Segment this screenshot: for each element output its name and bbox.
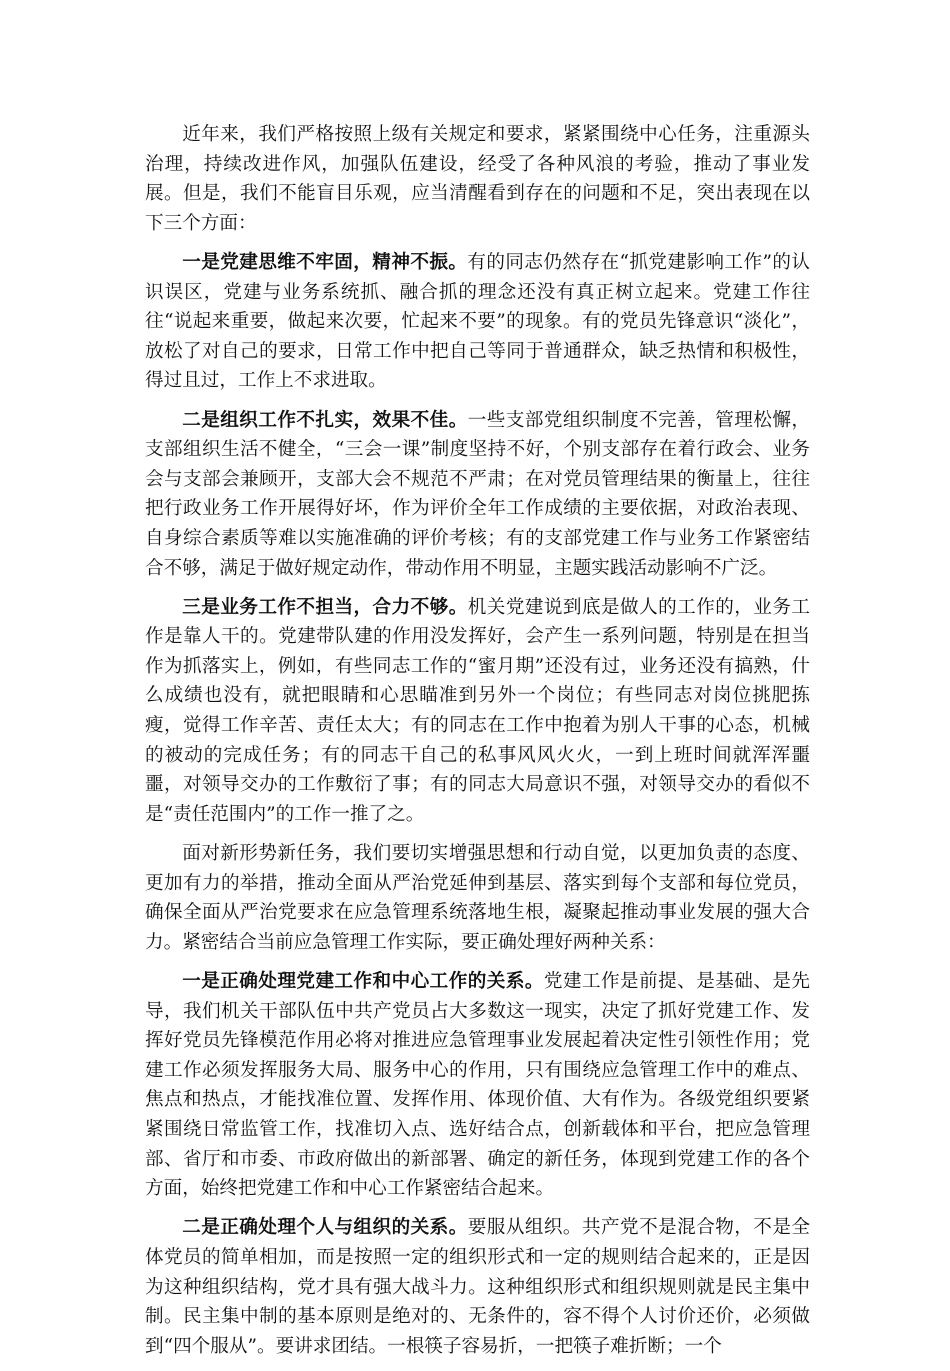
paragraph-lead: 二是正确处理个人与组织的关系。 bbox=[182, 1217, 468, 1239]
intro-paragraph bbox=[145, 120, 810, 238]
document-body bbox=[145, 120, 810, 1371]
transition-paragraph bbox=[145, 839, 810, 957]
paragraph-lead: 一是党建思维不牢固，精神不振。 bbox=[182, 251, 468, 273]
paragraph-text: 有的同志仍然存在“抓党建影响工作”的认识误区，党建与业务系统抓、融合抓的理念还没有真正树立起来。党建工作往往“说起来重要，做起来次要，忙起来不要”的现象。有的党员先锋意识“淡化”，放松了对自己的要求，日常工作中把自己等同于普通群众，缺乏热情和积极性，得过且过，工作上不求进取。 bbox=[145, 251, 810, 392]
paragraph-text: 面对新形势新任务，我们要切实增强思想和行动自觉，以更加负责的态度、更加有力的举措，推动全面从严治党延伸到基层、落实到每个支部和每位党员，确保全面从严治党要求在应急管理系统落地生根，凝聚起推动事业发展的强大合力。紧密结合当前应急管理工作实际，要正确处理好两种关系： bbox=[145, 843, 810, 953]
problem-two-paragraph bbox=[145, 406, 810, 584]
problem-one-paragraph bbox=[145, 248, 810, 396]
paragraph-text: 机关党建说到底是做人的工作的，业务工作是靠人干的。党建带队建的作用没发挥好，会产生一系列问题，特别是在担当作为抓落实上，例如，有些同志工作的“蜜月期”还没有过，业务还没有搞熟，什么成绩也没有，就把眼睛和心思瞄准到另外一个岗位；有些同志对岗位挑肥拣瘦，觉得工作辛苦、责任太大；有的同志在工作中抱着为别人干事的心态，机械的被动的完成任务；有的同志干自己的私事风风火火，一到上班时间就浑浑噩噩，对领导交办的工作敷衍了事；有的同志大局意识不强，对领导交办的看似不是“责任范围内”的工作一推了之。 bbox=[145, 596, 810, 825]
paragraph-text: 党建工作是前提、是基础、是先导，我们机关干部队伍中共产党员占大多数这一现实，决定了抓好党建工作、发挥好党员先锋模范作用必将对推进应急管理事业发展起着决定性引领性作用；党建工作必须发挥服务大局、服务中心的作用，只有围绕应急管理工作中的难点、焦点和热点，才能找准位置、发挥作用、体现价值、大有作为。各级党组织要紧紧围绕日常监管工作，找准切入点、选好结合点，创新载体和平台，把应急管理部、省厅和市委、市政府做出的新部署、确定的新任务，体现到党建工作的各个方面，始终把党建工作和中心工作紧密结合起来。 bbox=[145, 971, 810, 1200]
paragraph-text: 近年来，我们严格按照上级有关规定和要求，紧紧围绕中心任务，注重源头治理，持续改进作风，加强队伍建设，经受了各种风浪的考验，推动了事业发展。但是，我们不能盲目乐观，应当清醒看到存在的问题和不足，突出表现在以下三个方面： bbox=[145, 124, 810, 234]
relation-one-paragraph bbox=[145, 967, 810, 1204]
paragraph-lead: 三是业务工作不担当，合力不够。 bbox=[182, 596, 468, 618]
paragraph-lead: 二是组织工作不扎实，效果不佳。 bbox=[182, 409, 468, 431]
paragraph-text: 要服从组织。共产党不是混合物，不是全体党员的简单相加，而是按照一定的组织形式和一定的规则结合起来的，正是因为这种组织结构，党才具有强大战斗力。这种组织形式和组织规则就是民主集中制。民主集中制的基本原则是绝对的、无条件的，容不得个人讨价还价，必须做到“四个服从”。要讲求团结。一根筷子容易折，一把筷子难折断；一个 bbox=[145, 1217, 810, 1357]
problem-three-paragraph bbox=[145, 593, 810, 830]
paragraph-text: 一些支部党组织制度不完善，管理松懈，支部组织生活不健全，“三会一课”制度坚持不好，个别支部存在着行政会、业务会与支部会兼顾开，支部大会不规范不严肃；在对党员管理结果的衡量上，往往把行政业务工作开展得好坏，作为评价全年工作成绩的主要依据，对政治表现、自身综合素质等难以实施准确的评价考核；有的支部党建工作与业务工作紧密结合不够，满足于做好规定动作，带动作用不明显，主题实践活动影响不广泛。 bbox=[145, 409, 810, 579]
relation-two-paragraph bbox=[145, 1213, 810, 1361]
paragraph-lead: 一是正确处理党建工作和中心工作的关系。 bbox=[182, 971, 544, 992]
